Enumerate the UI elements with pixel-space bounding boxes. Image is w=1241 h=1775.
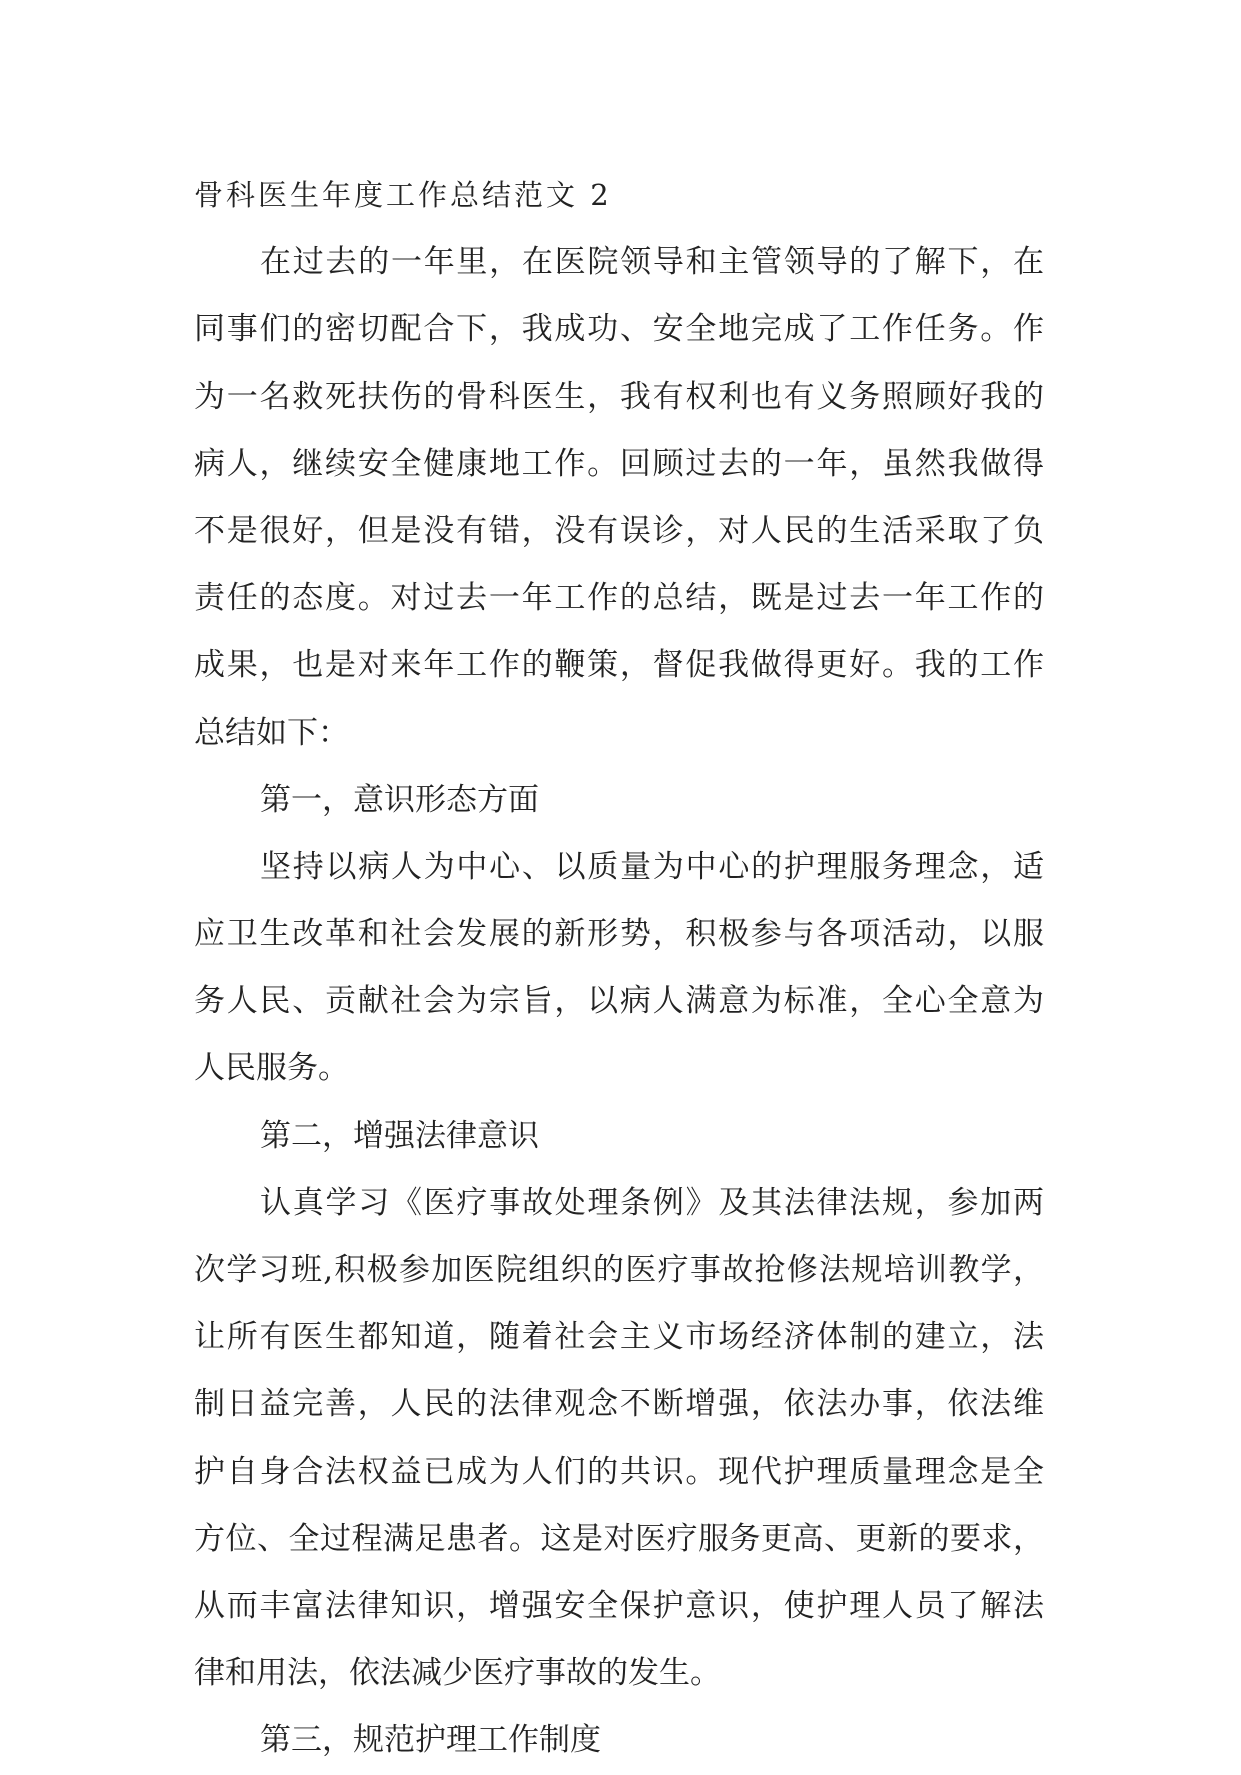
document-title: 骨科医生年度工作总结范文 2 — [194, 178, 612, 212]
text-line: 从而丰富法律知识，增强安全保护意识，使护理人员了解法 — [194, 1587, 1044, 1624]
text-line: 第一，意识形态方面 — [260, 781, 539, 818]
text-line: 总结如下： — [194, 714, 349, 751]
text-line: 在过去的一年里，在医院领导和主管领导的了解下，在 — [260, 244, 1044, 281]
paragraph-lines — [194, 229, 1044, 1774]
text-line: 制日益完善，人民的法律观念不断增强，依法办事，依法维 — [194, 1386, 1044, 1423]
text-line: 人民服务。 — [194, 1050, 349, 1087]
text-line: 为一名救死扶伤的骨科医生，我有权利也有义务照顾好我的 — [194, 378, 1044, 415]
text-line: 方位、全过程满足患者。这是对医疗服务更高、更新的要求， — [194, 1520, 1044, 1557]
text-line: 不是很好，但是没有错，没有误诊，对人民的生活采取了负 — [194, 512, 1044, 549]
text-line: 责任的态度。对过去一年工作的总结，既是过去一年工作的 — [194, 580, 1044, 617]
document-body — [194, 162, 1044, 1775]
text-line: 坚持以病人为中心、以质量为中心的护理服务理念，适 — [260, 848, 1044, 885]
text-line: 认真学习《医疗事故处理条例》及其法律法规，参加两 — [260, 1184, 1044, 1221]
text-line: 律和用法，依法减少医疗事故的发生。 — [194, 1655, 721, 1692]
text-line: 次学习班,积极参加医院组织的医疗事故抢修法规培训教学， — [194, 1252, 1044, 1288]
text-line: 同事们的密切配合下，我成功、安全地完成了工作任务。作 — [194, 311, 1044, 348]
text-line: 病人，继续安全健康地工作。回顾过去的一年，虽然我做得 — [194, 445, 1044, 482]
text-line: 让所有医生都知道，随着社会主义市场经济体制的建立，法 — [194, 1319, 1044, 1356]
text-line: 第二，增强法律意识 — [260, 1117, 539, 1154]
text-line: 务人民、贡献社会为宗旨，以病人满意为标准，全心全意为 — [194, 983, 1044, 1020]
text-line: 护自身合法权益已成为人们的共识。现代护理质量理念是全 — [194, 1453, 1044, 1490]
text-line: 成果，也是对来年工作的鞭策，督促我做得更好。我的工作 — [194, 647, 1044, 684]
text-line: 应卫生改革和社会发展的新形势，积极参与各项活动，以服 — [194, 916, 1044, 953]
text-line: 第三，规范护理工作制度 — [260, 1722, 601, 1759]
